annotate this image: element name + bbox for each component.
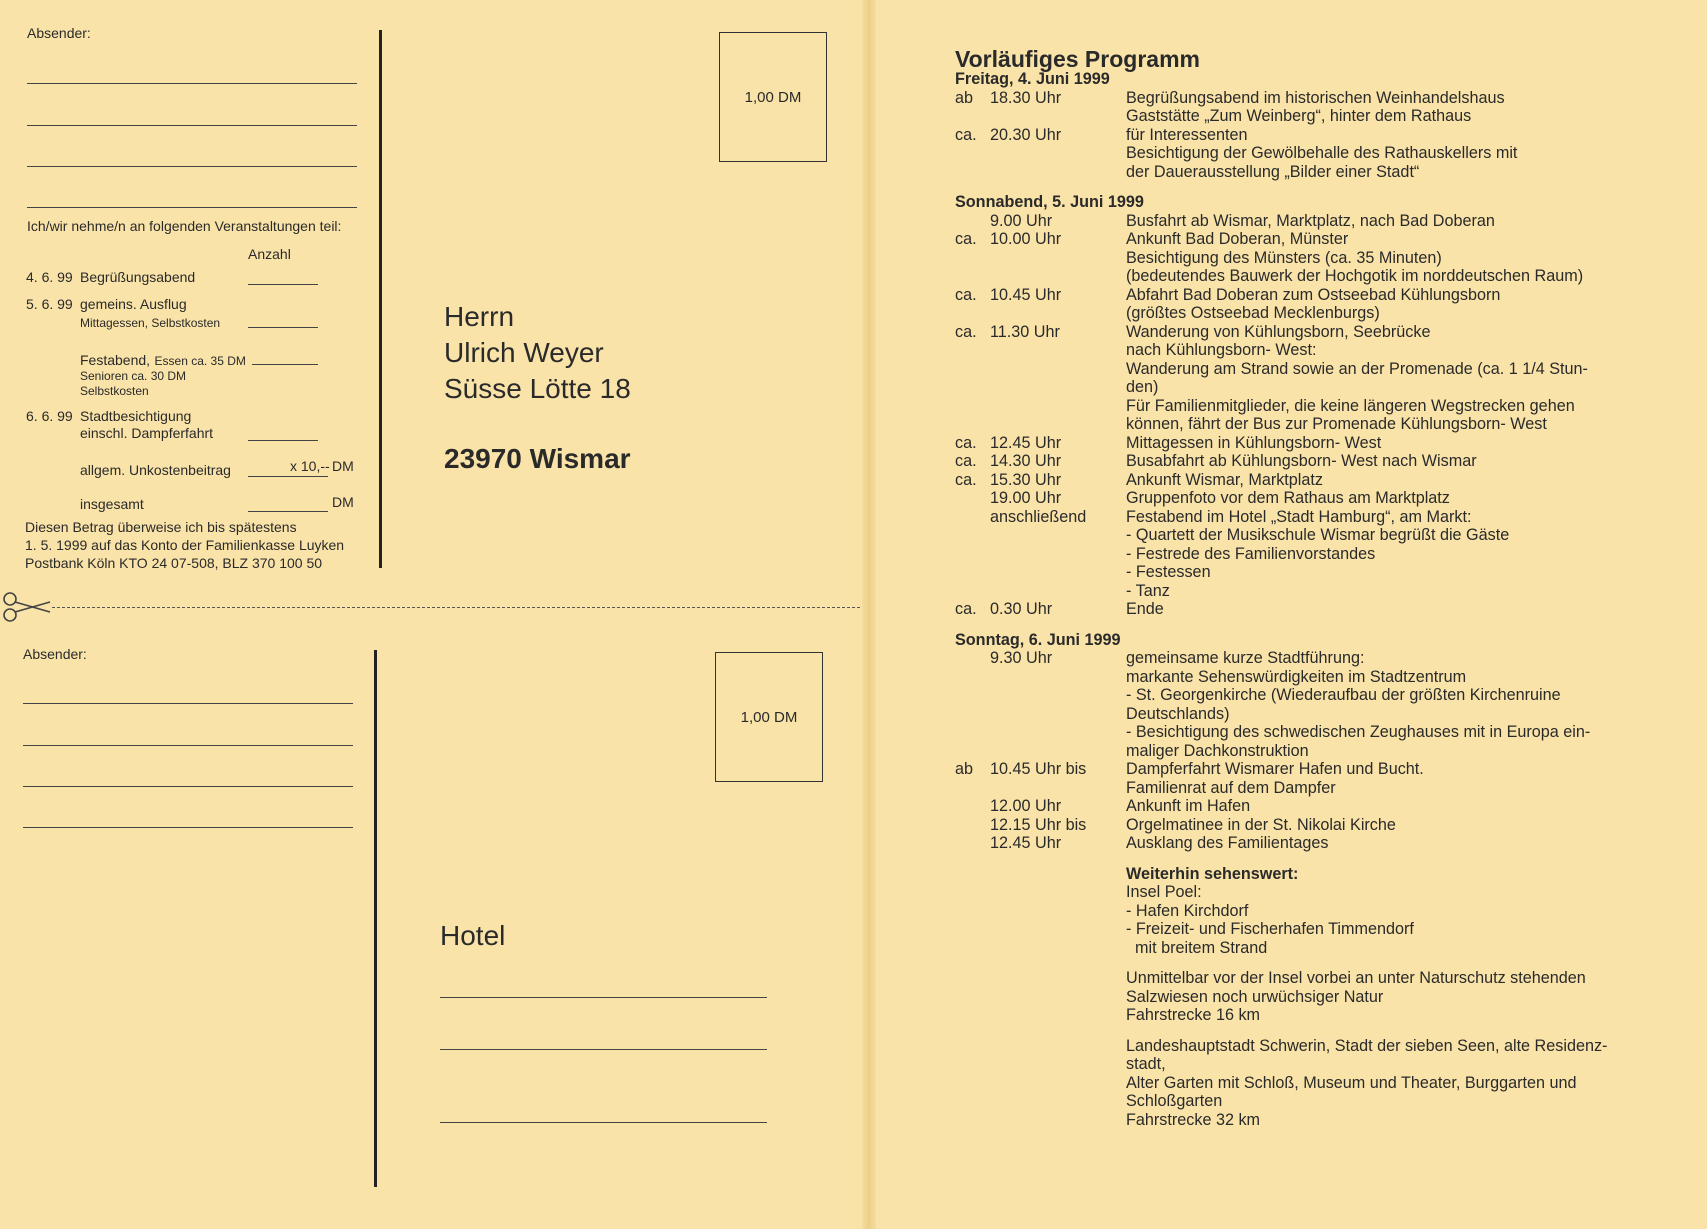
schedule-time (990, 107, 1126, 126)
schedule-row (955, 723, 1675, 742)
event1-count-field[interactable] (248, 284, 318, 285)
schedule-row (955, 582, 1675, 601)
schedule-row (955, 489, 1675, 508)
schedule-prefix (955, 526, 990, 545)
day3-heading: Sonntag, 6. Juni 1999 (955, 630, 1121, 649)
recipient-name: Ulrich Weyer (444, 337, 604, 368)
total-field[interactable] (248, 511, 328, 512)
schedule-row (955, 397, 1675, 416)
schedule-prefix: ca. (955, 470, 977, 489)
schedule-row (955, 471, 1675, 490)
more-line: Alter Garten mit Schloß, Museum und Theater, Burggarten und (1126, 1073, 1577, 1092)
event2-count-field[interactable] (248, 327, 318, 328)
schedule-row (955, 545, 1675, 564)
schedule-time (990, 582, 1126, 601)
schedule-prefix (955, 563, 990, 582)
schedule-time: 10.00 Uhr (990, 230, 1062, 248)
card2-sender-line-4[interactable] (23, 827, 353, 828)
more-line: - Hafen Kirchdorf (1126, 901, 1249, 920)
schedule-text: Deutschlands) (1126, 704, 1230, 723)
fee-label: allgem. Unkostenbeitrag (80, 462, 231, 478)
schedule-text: Familienrat auf dem Dampfer (1126, 778, 1336, 797)
schedule-time: 9.00 Uhr (990, 211, 1053, 230)
schedule-time: 0.30 Uhr (990, 600, 1053, 618)
event4-count-field[interactable] (248, 440, 318, 441)
event4-date: 6. 6. 99 (26, 408, 73, 424)
schedule-prefix (955, 668, 990, 687)
transfer-line-2: 1. 5. 1999 auf das Konto der Familienkasse Luyken (25, 537, 345, 553)
schedule-row (955, 834, 1675, 853)
day3-schedule (955, 649, 1675, 853)
hotel-label: Hotel (440, 920, 506, 951)
schedule-prefix (955, 249, 990, 268)
schedule-text: Wanderung am Strand sowie an der Promenade (ca. 1 1/4 Stun- (1126, 359, 1588, 378)
card1-sender-line-1[interactable] (27, 83, 357, 84)
schedule-row (955, 267, 1675, 286)
schedule-time: anschließend (990, 507, 1087, 526)
card2-sender-line-1[interactable] (23, 703, 353, 704)
schedule-text: Festabend im Hotel „Stadt Hamburg“, am Markt: (1126, 507, 1472, 526)
schedule-time (990, 545, 1126, 564)
schedule-time: 10.45 Uhr bis (990, 760, 1087, 778)
schedule-row (955, 360, 1675, 379)
page-fold (862, 0, 876, 1229)
schedule-prefix (955, 360, 990, 379)
schedule-time: 12.45 Uhr (990, 433, 1062, 452)
schedule-text: Begrüßungsabend im historischen Weinhandelshaus (1126, 88, 1505, 107)
schedule-time: 9.30 Uhr (990, 649, 1053, 667)
schedule-text: - Festrede des Familienvorstandes (1126, 544, 1376, 563)
event3-note1: Essen ca. 35 DM (154, 354, 246, 368)
schedule-text: Dampferfahrt Wismarer Hafen und Bucht. (1126, 760, 1424, 778)
hotel-line-2[interactable] (440, 1049, 767, 1050)
schedule-text: markante Sehenswürdigkeiten im Stadtzentrum (1126, 667, 1467, 686)
schedule-text: Gruppenfoto vor dem Rathaus am Marktplatz (1126, 489, 1450, 507)
schedule-row (955, 452, 1675, 471)
schedule-prefix (955, 705, 990, 724)
schedule-prefix (955, 508, 990, 527)
more-line: Salzwiesen noch urwüchsiger Natur (1126, 987, 1384, 1006)
card1-stamp-value: 1,00 DM (744, 88, 802, 106)
schedule-prefix (955, 163, 990, 182)
card1-anzahl-label: Anzahl (248, 246, 291, 262)
transfer-line-3: Postbank Köln KTO 24 07-508, BLZ 370 100 50 (25, 555, 323, 571)
schedule-row (955, 508, 1675, 527)
schedule-text: (bedeutendes Bauwerk der Hochgotik im norddeutschen Raum) (1126, 267, 1584, 285)
event3-block (80, 352, 246, 370)
schedule-text: Ankunft im Hafen (1126, 797, 1251, 815)
schedule-row (955, 816, 1675, 835)
schedule-time: 14.30 Uhr (990, 452, 1062, 470)
schedule-text: Ankunft Bad Doberan, Münster (1126, 230, 1349, 248)
fee-unit: DM (332, 458, 354, 474)
schedule-row (955, 686, 1675, 705)
recipient-salutation: Herrn (444, 301, 515, 332)
schedule-text: Busabfahrt ab Kühlungsborn- West nach Wismar (1126, 452, 1477, 470)
schedule-text: den) (1126, 378, 1159, 396)
schedule-time: 12.45 Uhr (990, 834, 1062, 852)
schedule-row (955, 600, 1675, 619)
schedule-text: nach Kühlungsborn- West: (1126, 341, 1317, 359)
schedule-text: Orgelmatinee in der St. Nikolai Kirche (1126, 815, 1396, 834)
schedule-time (990, 779, 1126, 798)
schedule-prefix (955, 834, 990, 853)
transfer-line-1: Diesen Betrag überweise ich bis spätestens (25, 519, 297, 535)
schedule-text: Besichtigung der Gewölbehalle des Rathauskellers mit (1126, 144, 1518, 162)
schedule-row (955, 341, 1675, 360)
event4-name1: Stadtbesichtigung (80, 408, 192, 424)
schedule-time: 10.45 Uhr (990, 285, 1062, 304)
more-line: Unmittelbar vor der Insel vorbei an unter Naturschutz stehenden (1126, 969, 1586, 987)
event3-note3: Selbstkosten (80, 384, 149, 398)
schedule-prefix (955, 212, 990, 231)
fee-field[interactable] (248, 476, 328, 477)
schedule-time (990, 341, 1126, 360)
schedule-prefix (955, 816, 990, 835)
schedule-row (955, 212, 1675, 231)
schedule-row (955, 742, 1675, 761)
more-line: Fahrstrecke 16 km (1126, 1006, 1261, 1024)
schedule-prefix: ab (955, 88, 974, 107)
card1-absender-label: Absender: (27, 25, 91, 41)
schedule-row (955, 705, 1675, 724)
schedule-row (955, 649, 1675, 668)
schedule-row (955, 144, 1675, 163)
schedule-prefix (955, 649, 990, 668)
schedule-row (955, 304, 1675, 323)
more-poel (1126, 883, 1675, 957)
event1-name: Begrüßungsabend (80, 269, 196, 285)
hotel-line-3[interactable] (440, 1122, 767, 1123)
card2-divider (374, 650, 377, 1187)
fee-value: x 10,-- (290, 458, 330, 474)
recipient-city: 23970 Wismar (444, 443, 631, 474)
schedule-prefix (955, 779, 990, 798)
hotel-line-1[interactable] (440, 997, 767, 998)
schedule-row (955, 107, 1675, 126)
schedule-time (990, 360, 1126, 379)
schedule-prefix (955, 415, 990, 434)
schedule-text: Ankunft Wismar, Marktplatz (1126, 470, 1323, 489)
schedule-row (955, 563, 1675, 582)
schedule-prefix: ca. (955, 322, 977, 341)
schedule-prefix (955, 378, 990, 397)
schedule-row (955, 434, 1675, 453)
schedule-time (990, 397, 1126, 416)
schedule-time (990, 378, 1126, 397)
schedule-text: der Dauerausstellung „Bilder einer Stadt“ (1126, 162, 1420, 181)
schedule-time (990, 267, 1126, 286)
schedule-time (990, 723, 1126, 742)
recipient-street: Süsse Lötte 18 (444, 373, 631, 404)
schedule-prefix (955, 582, 990, 601)
schedule-row (955, 89, 1675, 108)
event2-date: 5. 6. 99 (26, 296, 73, 312)
schedule-time (990, 144, 1126, 163)
program-body (955, 70, 1675, 1129)
schedule-prefix (955, 723, 990, 742)
more-line: stadt, (1126, 1055, 1166, 1073)
schedule-time: 18.30 Uhr (990, 88, 1062, 107)
schedule-time (990, 705, 1126, 724)
schedule-text: - Besichtigung des schwedischen Zeughauses mit in Europa ein- (1126, 723, 1591, 741)
day1-schedule (955, 89, 1675, 182)
schedule-time (990, 163, 1126, 182)
schedule-prefix (955, 304, 990, 323)
schedule-time (990, 249, 1126, 268)
card1-sender-line-2[interactable] (27, 125, 357, 126)
schedule-prefix: ab (955, 760, 974, 778)
more-line: - Freizeit- und Fischerhafen Timmendorf (1126, 920, 1414, 938)
schedule-time: 20.30 Uhr (990, 125, 1062, 144)
program-title: Vorläufiges Programm (955, 46, 1200, 72)
card2-absender-label: Absender: (23, 646, 87, 662)
schedule-text: - St. Georgenkirche (Wiederaufbau der größten Kirchenruine (1126, 686, 1561, 704)
schedule-prefix (955, 545, 990, 564)
schedule-time (990, 686, 1126, 705)
more-line: Landeshauptstadt Schwerin, Stadt der sieben Seen, alte Residenz- (1126, 1036, 1608, 1055)
total-label: insgesamt (80, 496, 144, 512)
schedule-prefix: ca. (955, 125, 977, 144)
schedule-prefix (955, 267, 990, 286)
schedule-row (955, 286, 1675, 305)
schedule-prefix (955, 341, 990, 360)
card2-sender-line-3[interactable] (23, 786, 353, 787)
schedule-prefix (955, 397, 990, 416)
day2-schedule (955, 212, 1675, 619)
schedule-text: - Quartett der Musikschule Wismar begrüßt die Gäste (1126, 526, 1510, 544)
more-line: mit breitem Strand (1126, 938, 1268, 957)
schedule-text: für Interessenten (1126, 125, 1248, 144)
schedule-time (990, 668, 1126, 687)
card1-stamp-box (719, 32, 827, 162)
schedule-time (990, 563, 1126, 582)
event1-date: 4. 6. 99 (26, 269, 73, 285)
event3-note2: Senioren ca. 30 DM (80, 369, 187, 383)
schedule-prefix (955, 144, 990, 163)
schedule-text: Busfahrt ab Wismar, Marktplatz, nach Bad Doberan (1126, 211, 1495, 230)
schedule-prefix: ca. (955, 452, 977, 470)
schedule-prefix: ca. (955, 600, 977, 618)
more-line: Schloßgarten (1126, 1092, 1223, 1110)
schedule-prefix (955, 107, 990, 126)
schedule-text: gemeinsame kurze Stadtführung: (1126, 649, 1365, 667)
schedule-row (955, 797, 1675, 816)
total-unit: DM (332, 494, 354, 510)
schedule-prefix (955, 686, 990, 705)
schedule-time: 12.00 Uhr (990, 797, 1062, 815)
schedule-row (955, 415, 1675, 434)
schedule-text: Ausklang des Familientages (1126, 834, 1329, 852)
schedule-text: können, fährt der Bus zur Promenade Kühlungsborn- West (1126, 415, 1547, 433)
day2-heading: Sonnabend, 5. Juni 1999 (955, 193, 1144, 211)
schedule-time: 19.00 Uhr (990, 489, 1062, 507)
schedule-row (955, 760, 1675, 779)
schedule-prefix: ca. (955, 433, 977, 452)
card1-sender-line-4[interactable] (27, 207, 357, 208)
schedule-time (990, 742, 1126, 761)
schedule-text: Ende (1126, 600, 1164, 618)
more-section (955, 865, 1675, 1130)
event4-name2: einschl. Dampferfahrt (80, 425, 214, 441)
event2-name: gemeins. Ausflug (80, 296, 187, 312)
more-title: Weiterhin sehenswert: (1126, 864, 1299, 883)
schedule-row (955, 779, 1675, 798)
schedule-prefix (955, 489, 990, 508)
schedule-time: 12.15 Uhr bis (990, 815, 1087, 834)
schedule-time (990, 415, 1126, 434)
schedule-prefix: ca. (955, 285, 977, 304)
card1-divider (379, 30, 382, 568)
schedule-text: Gaststätte „Zum Weinberg“, hinter dem Rathaus (1126, 107, 1472, 125)
cut-line (52, 607, 860, 608)
schedule-text: Mittagessen in Kühlungsborn- West (1126, 433, 1382, 452)
card1-intro: Ich/wir nehme/n an folgenden Veranstaltungen teil: (27, 218, 342, 234)
schedule-text: - Tanz (1126, 581, 1170, 600)
schedule-time: 11.30 Uhr (990, 322, 1060, 341)
card1-sender-line-3[interactable] (27, 166, 357, 167)
schedule-row (955, 323, 1675, 342)
schedule-row (955, 163, 1675, 182)
schedule-row (955, 126, 1675, 145)
event3-name: Festabend, (80, 352, 151, 368)
more-line: Fahrstrecke 32 km (1126, 1110, 1261, 1129)
schedule-row (955, 249, 1675, 268)
schedule-prefix (955, 742, 990, 761)
scissors-icon (0, 590, 52, 624)
schedule-text: Wanderung von Kühlungsborn, Seebrücke (1126, 322, 1431, 341)
event3-count-field[interactable] (252, 364, 318, 365)
schedule-row (955, 378, 1675, 397)
day1-heading: Freitag, 4. Juni 1999 (955, 70, 1110, 88)
schedule-text: (größtes Ostseebad Mecklenburgs) (1126, 304, 1380, 322)
event2-sub: Mittagessen, Selbstkosten (80, 316, 221, 330)
schedule-time (990, 526, 1126, 545)
schedule-text: maliger Dachkonstruktion (1126, 741, 1309, 760)
schedule-prefix (955, 797, 990, 816)
schedule-text: Abfahrt Bad Doberan zum Ostseebad Kühlungsborn (1126, 285, 1501, 304)
schedule-text: Für Familienmitglieder, die keine längeren Wegstrecken gehen (1126, 396, 1575, 415)
card2-stamp-value: 1,00 DM (740, 708, 798, 726)
schedule-text: - Festessen (1126, 563, 1211, 581)
schedule-row (955, 668, 1675, 687)
schedule-row (955, 230, 1675, 249)
schedule-row (955, 526, 1675, 545)
more-salzwiesen (1126, 969, 1675, 1025)
more-schwerin (1126, 1037, 1675, 1130)
card2-stamp-box (715, 652, 823, 782)
schedule-time (990, 304, 1126, 323)
schedule-text: Besichtigung des Münsters (ca. 35 Minuten) (1126, 248, 1442, 267)
card2-sender-line-2[interactable] (23, 745, 353, 746)
schedule-time: 15.30 Uhr (990, 470, 1062, 489)
more-line: Insel Poel: (1126, 883, 1202, 901)
schedule-prefix: ca. (955, 230, 977, 248)
